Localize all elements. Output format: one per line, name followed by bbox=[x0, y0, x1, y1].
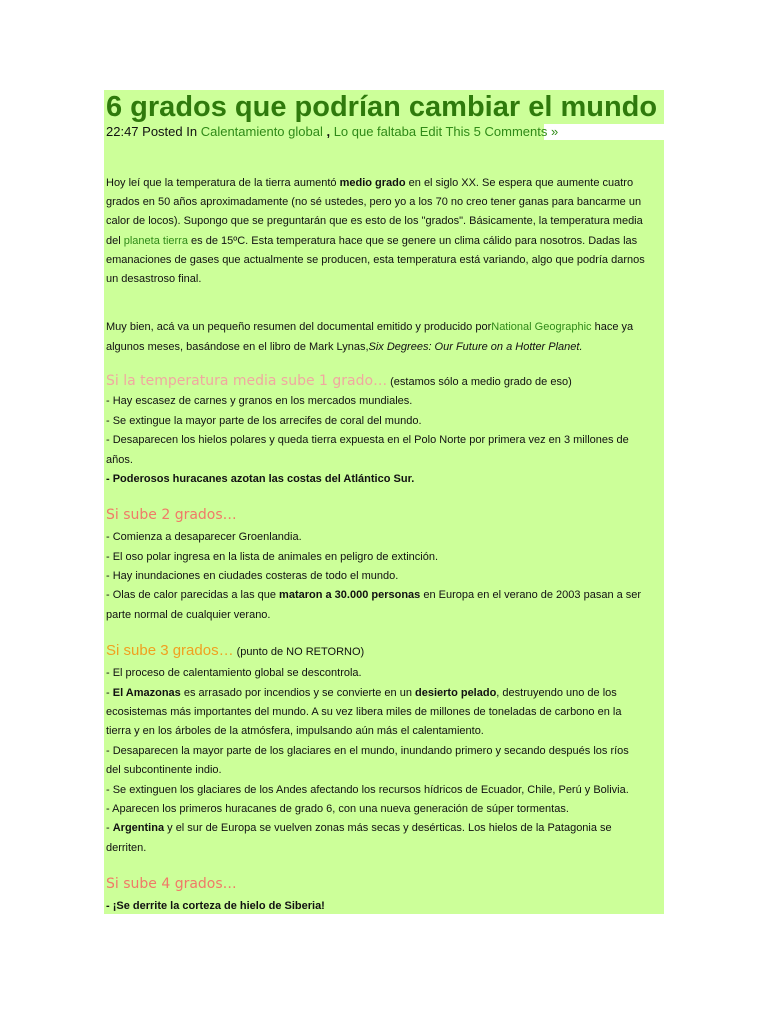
list-item: - ¡Se derrite la corteza de hielo de Siberia! bbox=[106, 900, 325, 912]
list-item: - El proceso de calentamiento global se descontrola. bbox=[106, 667, 362, 679]
text-run: , destruyendo uno de los bbox=[496, 687, 617, 699]
text-run: es de 15ºC. Esta temperatura hace que se genere un clima cálido para nosotros. Dadas las bbox=[187, 235, 638, 247]
list-item: del subcontinente indio. bbox=[106, 764, 222, 776]
category-link-lo-que-faltaba[interactable]: Lo que faltaba bbox=[333, 124, 417, 139]
list-item: años. bbox=[106, 454, 133, 466]
text-run: en el siglo XX. Se espera que aumente cuatro bbox=[405, 177, 634, 189]
bold-text: medio grado bbox=[339, 177, 406, 189]
list-item: - Hay escasez de carnes y granos en los mercados mundiales. bbox=[106, 395, 413, 407]
category-link-calentamiento[interactable]: Calentamiento global bbox=[200, 124, 323, 139]
intro-line bbox=[106, 234, 637, 248]
list-item: - Se extinguen los glaciares de los Andes afectando los recursos hídricos de Ecuador, Chile, Perú y Bolivia. bbox=[106, 784, 629, 796]
text-run: hace ya bbox=[591, 321, 634, 333]
book-title: Six Degrees: Our Future on a Hotter Planet. bbox=[368, 341, 583, 353]
bold-text: Argentina bbox=[112, 822, 165, 834]
post-meta bbox=[106, 124, 558, 140]
section-heading-1-grado bbox=[106, 372, 572, 391]
intro-line bbox=[106, 176, 633, 190]
list-item: - Hay inundaciones en ciudades costeras de todo el mundo. bbox=[106, 570, 399, 582]
post-content bbox=[104, 140, 664, 914]
intro-line: calor de locos). Supongo que se preguntarán que es esto de los "grados". Básicamente, la temperatura media bbox=[106, 215, 643, 227]
list-item: - Poderosos huracanes azotan las costas del Atlántico Sur. bbox=[106, 473, 415, 485]
category-separator: , bbox=[322, 124, 334, 139]
posted-in-label: Posted In bbox=[138, 124, 201, 139]
heading-text: Si la temperatura media sube 1 grado… bbox=[106, 373, 388, 389]
text-run: del bbox=[106, 235, 124, 247]
bold-text: mataron a 30.000 personas bbox=[279, 589, 421, 601]
text-run: en Europa en el verano de 2003 pasan a ser bbox=[420, 589, 642, 601]
text-run: Hoy leí que la temperatura de la tierra aumentó bbox=[106, 177, 340, 189]
section-heading-2-grados: Si sube 2 grados… bbox=[106, 507, 237, 523]
section-heading-3-grados bbox=[106, 642, 364, 661]
list-item: - Desaparecen la mayor parte de los glaciares en el mundo, inundando primero y secando después los ríos bbox=[106, 745, 629, 757]
text-run: algunos meses, basándose en el libro de Mark Lynas, bbox=[106, 341, 369, 353]
list-item: ecosistemas más importantes del mundo. A su vez libera miles de millones de toneladas de carbono en la bbox=[106, 706, 622, 718]
list-item: - Comienza a desaparecer Groenlandia. bbox=[106, 531, 302, 543]
list-item: parte normal de cualquier verano. bbox=[106, 609, 271, 621]
list-item: - Aparecen los primeros huracanes de grado 6, con una nueva generación de súper tormentas. bbox=[106, 803, 569, 815]
list-item: - Desaparecen los hielos polares y queda tierra expuesta en el Polo Norte por primera vez en 3 millones de bbox=[106, 434, 629, 446]
bold-text: desierto pelado bbox=[415, 687, 497, 699]
heading-note: (estamos sólo a medio grado de eso) bbox=[387, 376, 572, 388]
bold-text: El Amazonas bbox=[112, 687, 181, 699]
list-item: - El oso polar ingresa en la lista de animales en peligro de extinción. bbox=[106, 551, 439, 563]
list-item bbox=[106, 821, 612, 835]
planeta-tierra-link[interactable]: planeta tierra bbox=[123, 235, 188, 247]
text-run: Muy bien, acá va un pequeño resumen del documental emitido y producido por bbox=[106, 321, 492, 333]
heading-text: Si sube 3 grados… bbox=[106, 642, 234, 659]
title-bar bbox=[104, 90, 664, 124]
post-time: 22:47 bbox=[106, 124, 139, 139]
section-heading-4-grados: Si sube 4 grados… bbox=[106, 876, 237, 892]
national-geographic-link[interactable]: National Geographic bbox=[491, 321, 592, 333]
heading-note: (punto de NO RETORNO) bbox=[233, 646, 365, 658]
list-item bbox=[106, 686, 617, 700]
text-run: - bbox=[106, 687, 113, 699]
text-run: es arrasado por incendios y se convierte en un bbox=[180, 687, 415, 699]
edit-link[interactable]: Edit This bbox=[416, 124, 471, 139]
intro-line bbox=[106, 340, 583, 354]
text-run: - Olas de calor parecidas a las que bbox=[106, 589, 280, 601]
text-run: y el sur de Europa se vuelven zonas más secas y desérticas. Los hielos de la Patagonia se bbox=[164, 822, 612, 834]
comments-link[interactable]: 5 Comments » bbox=[470, 124, 559, 139]
intro-line bbox=[106, 320, 633, 334]
list-item: - Se extingue la mayor parte de los arrecifes de coral del mundo. bbox=[106, 415, 422, 427]
list-item: tierra y en los árboles de la atmósfera, impulsando aún más el calentamiento. bbox=[106, 725, 484, 737]
list-item bbox=[106, 588, 641, 602]
list-item: derriten. bbox=[106, 842, 147, 854]
intro-line: un desastroso final. bbox=[106, 273, 202, 285]
intro-line: grados en 50 años aproximadamente (no sé ustedes, pero yo a los 70 no creo tener ganas para bancarme un bbox=[106, 196, 642, 208]
post-meta-bar bbox=[104, 124, 559, 140]
post-title: 6 grados que podrían cambiar el mundo bbox=[106, 91, 658, 123]
intro-line: emanaciones de gases que actualmente se producen, esta temperatura está variando, algo que podría darnos bbox=[106, 254, 645, 266]
text-run: - bbox=[106, 822, 113, 834]
